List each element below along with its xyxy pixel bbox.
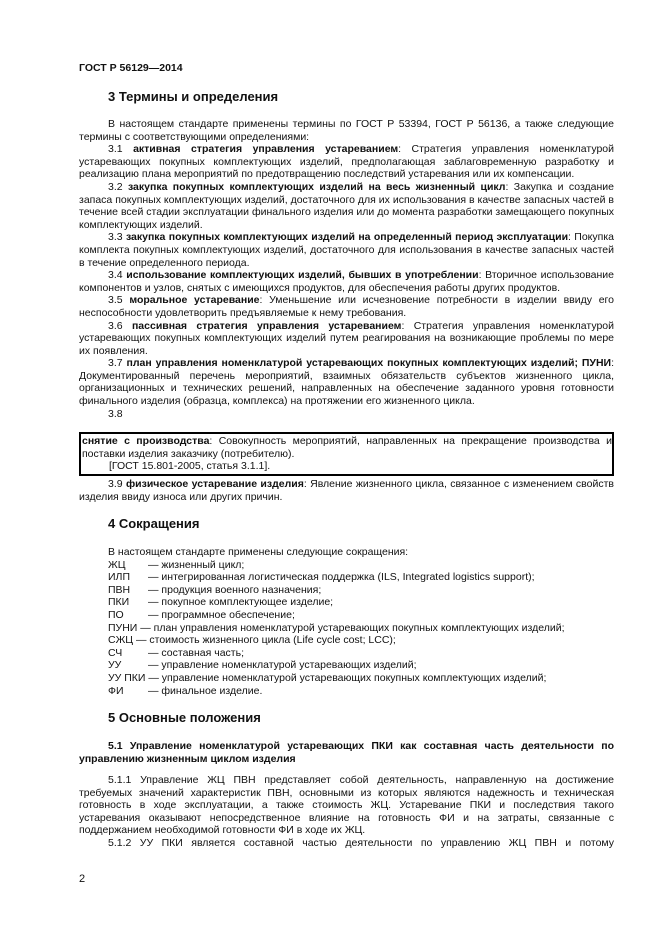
abbreviation-value: — финальное изделие. [148, 684, 263, 697]
abbreviation-item [108, 647, 618, 660]
term-3-9: 3.9 физическое устаревание изделия: Явление жизненного цикла, связанное с изменением свойств изделия ввиду износа или других причин. [79, 478, 614, 503]
term-3-6: 3.6 пассивная стратегия управления устареванием: Стратегия управления номенклатурой устаревающих покупных комплектующих изделий путем реагирования на возникающие проблемы по мере их появления. [79, 319, 615, 357]
abbreviation-item [108, 571, 618, 584]
abbreviation-value: — интегрированная логистическая поддержка (ILS, Integrated logistics support); [148, 571, 535, 584]
abbreviation-item [108, 609, 618, 622]
abbreviation-list [108, 546, 618, 697]
abbreviation-value: — программное обеспечение; [148, 608, 295, 621]
abbreviation-value: ПУНИ — план управления номенклатурой устаревающих покупных комплектующих изделий; [108, 621, 565, 634]
abbreviation-value: — продукция военного назначения; [148, 583, 322, 596]
abbreviation-key: ПКИ [108, 596, 130, 609]
term-3-4: 3.4 использование комплектующих изделий, бывших в употреблении: Вторичное использование компонентов и узлов, снятых с имеющихся продуктов, для обеспечения работы других продуктов. [79, 269, 614, 294]
page-number: 2 [79, 873, 86, 885]
abbreviation-item [108, 634, 618, 647]
section-4-title: 4 Сокращения [108, 516, 200, 531]
abbreviation-item [108, 596, 618, 609]
abbreviation-item [108, 672, 618, 685]
term-3-3: 3.3 закупка покупных комплектующих изделий на определенный период эксплуатации: Покупка комплекта покупных комплектующих изделий, достаточного для использования в качестве запасных частей в течение определенного периода. [79, 231, 614, 269]
abbreviation-value: — составная часть; [148, 646, 244, 659]
abbreviation-item [108, 685, 618, 698]
abbreviation-key: ПВН [108, 583, 131, 596]
abbreviation-item [108, 584, 618, 597]
abbreviation-value: — жизненный цикл; [148, 558, 245, 571]
abbreviation-value: — управление номенклатурой устаревающих изделий; [148, 659, 417, 672]
abbreviation-value: СЖЦ — стоимость жизненного цикла (Life cycle cost; LCC); [108, 634, 396, 647]
abbreviation-item [108, 559, 618, 572]
term-3-2: 3.2 закупка покупных комплектующих изделий на весь жизненный цикл: Закупка и создание запаса покупных комплектующих изделий, достаточного для их использования в качестве запасных частей в течение всей стадии эксплуатации финального изделия или до момента разработки замещающего покупных комплектующих изделий. [79, 180, 614, 231]
term-3-8-definition: снятие с производства: Совокупность мероприятий, направленных на прекращение производства и поставки изделия заказчику (потребителю). [82, 435, 612, 460]
abbreviation-key: ФИ [108, 684, 124, 697]
section-5-body [79, 774, 614, 850]
paragraph-5-1-2: 5.1.2 УУ ПКИ является составной частью деятельности по управлению ЖЦ ПВН и потому [108, 836, 614, 849]
abbreviation-key: ЖЦ [108, 558, 126, 571]
abbreviation-key: ИЛП [108, 571, 130, 584]
subsection-5-1-title: 5.1 Управление номенклатурой устаревающих ПКИ как составная часть деятельности по управлению жизненным циклом изделия [79, 740, 614, 765]
term-3-8-reference: [ГОСТ 15.801-2005, статья 3.1.1]. [109, 460, 271, 473]
term-3-1: 3.1 активная стратегия управления устареванием: Стратегия управления номенклатурой устаревающих покупных комплектующих изделий, предполагающая заблаговременную разработку и реализацию плана мероприятий по предотвращению последствий устаревания или их компенсации. [79, 143, 615, 181]
paragraph-5-1-1: 5.1.1 Управление ЖЦ ПВН представляет собой деятельность, направленную на достижение требуемых значений характеристик ПВН, основными из которых являются надежность и техническая готовность в ходе эксплуатации, а также стоимость ЖЦ. Устаревание ПКИ и последствия такого устаревания оказывают непосредственное влияние на готовность ФИ и на затраты, связанные с поддержанием необходимой готовности ФИ в ходе их ЖЦ. [79, 774, 614, 837]
abbreviation-item [108, 622, 618, 635]
term-3-5: 3.5 моральное устаревание: Уменьшение или исчезновение потребности в изделии ввиду его неспособности удовлетворить предъявляемые к нему требования. [79, 294, 614, 319]
section-4-intro: В настоящем стандарте применены следующие сокращения: [108, 546, 409, 558]
section-3-body [79, 118, 614, 420]
section-3-intro: В настоящем стандарте применены термины по ГОСТ Р 53394, ГОСТ Р 56136, а также следующие термины с соответствующими определениями: [79, 118, 614, 143]
term-3-8 [82, 435, 612, 473]
abbreviation-key: СЧ [108, 646, 123, 659]
abbreviation-value: — покупное комплектующее изделие; [148, 596, 334, 609]
section-5-title: 5 Основные положения [108, 710, 261, 725]
abbreviation-key: УУ [108, 659, 122, 672]
abbreviation-value: УУ ПКИ — управление номенклатурой устаревающих покупных комплектующих изделий; [108, 671, 547, 684]
section-3-title: 3 Термины и определения [108, 89, 279, 104]
abbreviation-item [108, 659, 618, 672]
term-3-8-number: 3.8 [108, 407, 123, 420]
abbreviation-key: ПО [108, 608, 124, 621]
document-header: ГОСТ Р 56129—2014 [79, 62, 183, 74]
term-3-7: 3.7 план управления номенклатурой устаревающих покупных комплектующих изделий; ПУНИ: Документированный перечень мероприятий, взаимных обязательств субъектов жизненного цикла, организационных и технических решений, направленных на обеспечение заданного уровня готовности финального изделия (образца, комплекса) на протяжении его жизненного цикла. [79, 357, 614, 408]
